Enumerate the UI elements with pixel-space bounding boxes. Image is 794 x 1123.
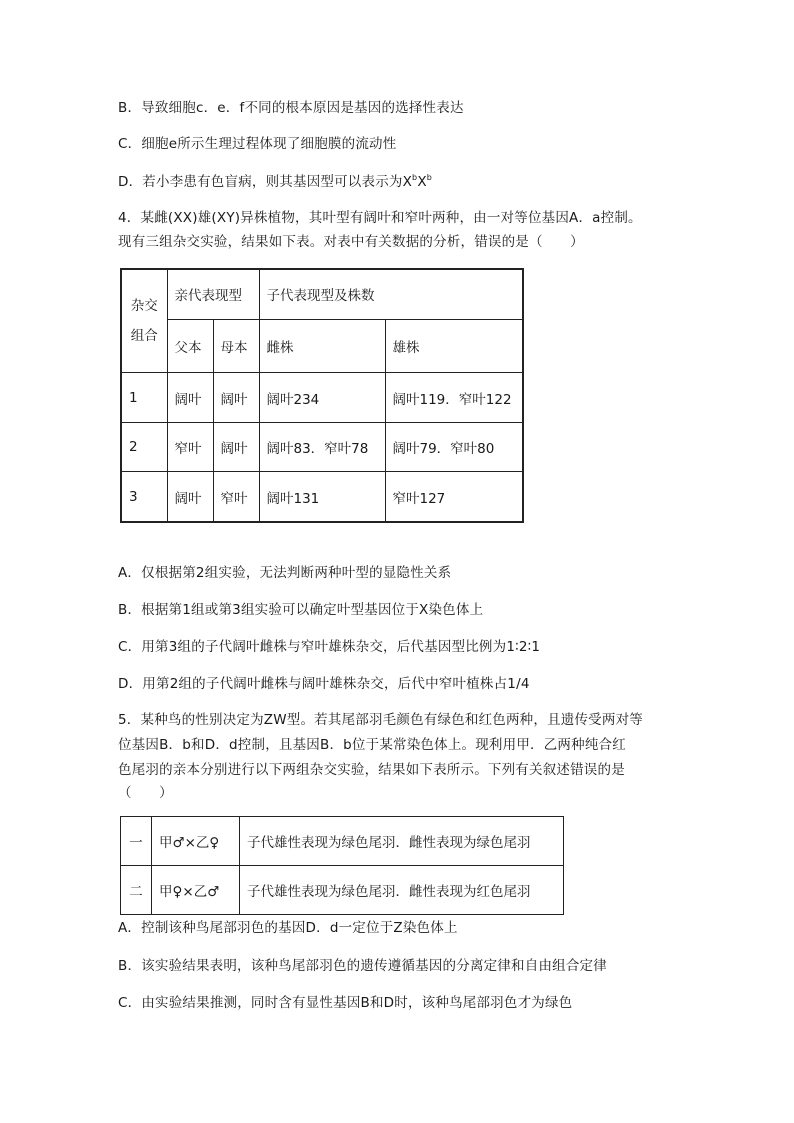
q3-option-d-text: D．若小李患有色盲病，则其基因型可以表示为X [118, 174, 413, 190]
q4-cross-table [120, 268, 524, 523]
cell-result: 子代雄性表现为绿色尾羽．雌性表现为绿色尾羽 [240, 817, 564, 866]
cell-female: 阔叶131 [259, 472, 385, 522]
table-row [121, 866, 564, 915]
table-row [121, 472, 523, 522]
q4-option-a: A．仅根据第2组实验，无法判断两种叶型的显隐性关系 [118, 565, 452, 581]
table-row [121, 817, 564, 866]
q4-option-d: D．用第2组的子代阔叶雌株与阔叶雄株杂交，后代中窄叶植株占1/4 [118, 676, 530, 692]
header-male: 雄株 [385, 319, 523, 373]
cell-group: 1 [121, 373, 167, 423]
q5-option-a: A．控制该种鸟尾部羽色的基因D．d一定位于Z染色体上 [118, 920, 458, 936]
q4-stem-line1: 4．某雌(XX)雄(XY)异株植物，其叶型有阔叶和窄叶两种，由一对等位基因A．a控制。 [118, 210, 642, 226]
q4-option-b: B．根据第1组或第3组实验可以确定叶型基因位于X染色体上 [118, 602, 484, 618]
cell-result: 子代雄性表现为绿色尾羽．雌性表现为红色尾羽 [240, 866, 564, 915]
header-cross-group-1: 杂交 [130, 298, 158, 315]
q3-option-d [118, 172, 432, 192]
cell-cross: 甲♂×乙♀ [152, 817, 240, 866]
cell-father: 阔叶 [167, 373, 213, 423]
header-father: 父本 [167, 319, 213, 373]
cell-male: 窄叶127 [385, 472, 523, 522]
cell-group: 2 [121, 422, 167, 472]
q3-option-d-x: X [417, 174, 427, 190]
cell-father: 窄叶 [167, 422, 213, 472]
q3-option-b: B．导致细胞c．e．f不同的根本原因是基因的选择性表达 [118, 100, 464, 116]
cell-female: 阔叶83．窄叶78 [259, 422, 385, 472]
q5-stem-line2: 位基因B．b和D．d控制，且基因B．b位于某常染色体上。现利用甲．乙两种纯合红 [118, 737, 626, 753]
cell-male: 阔叶79．窄叶80 [385, 422, 523, 472]
q3-option-c: C．细胞e所示生理过程体现了细胞膜的流动性 [118, 136, 397, 152]
q5-cross-table [120, 816, 564, 915]
q5-option-b: B．该实验结果表明，该种鸟尾部羽色的遗传遵循基因的分离定律和自由组合定律 [118, 958, 607, 974]
header-cross-group-2: 组合 [130, 328, 158, 345]
q5-stem-line3: 色尾羽的亲本分别进行以下两组杂交实验，结果如下表所示。下列有关叙述错误的是 [118, 762, 625, 778]
q5-stem-line1: 5．某种鸟的性别决定为ZW型。若其尾部羽毛颜色有绿色和红色两种，且遗传受两对等 [118, 712, 643, 728]
q4-stem-line2: 现有三组杂交实验，结果如下表。对表中有关数据的分析，错误的是（ ） [118, 234, 584, 250]
header-female: 雌株 [259, 319, 385, 373]
cell-father: 阔叶 [167, 472, 213, 522]
superscript: b [426, 173, 433, 182]
header-mother: 母本 [213, 319, 259, 373]
q4-option-c: C．用第3组的子代阔叶雌株与窄叶雄株杂交，后代基因型比例为1∶2∶1 [118, 639, 541, 655]
cell-group: 3 [121, 472, 167, 522]
header-parent-phenotype: 亲代表现型 [167, 269, 259, 319]
cell-mother: 阔叶 [213, 422, 259, 472]
cell-number: 一 [121, 817, 152, 866]
cell-male: 阔叶119．窄叶122 [385, 373, 523, 423]
q5-option-c: C．由实验结果推测，同时含有显性基因B和D时，该种鸟尾部羽色才为绿色 [118, 995, 573, 1011]
cell-number: 二 [121, 866, 152, 915]
table-row [121, 373, 523, 423]
header-offspring-phenotype: 子代表现型及株数 [259, 269, 523, 319]
cell-mother: 阔叶 [213, 373, 259, 423]
superscript: b [412, 173, 418, 182]
table-row [121, 422, 523, 472]
header-cross-group [121, 269, 167, 373]
cell-mother: 窄叶 [213, 472, 259, 522]
q5-stem-line4: （ ） [118, 785, 173, 801]
cell-female: 阔叶234 [259, 373, 385, 423]
cell-cross: 甲♀×乙♂ [152, 866, 240, 915]
